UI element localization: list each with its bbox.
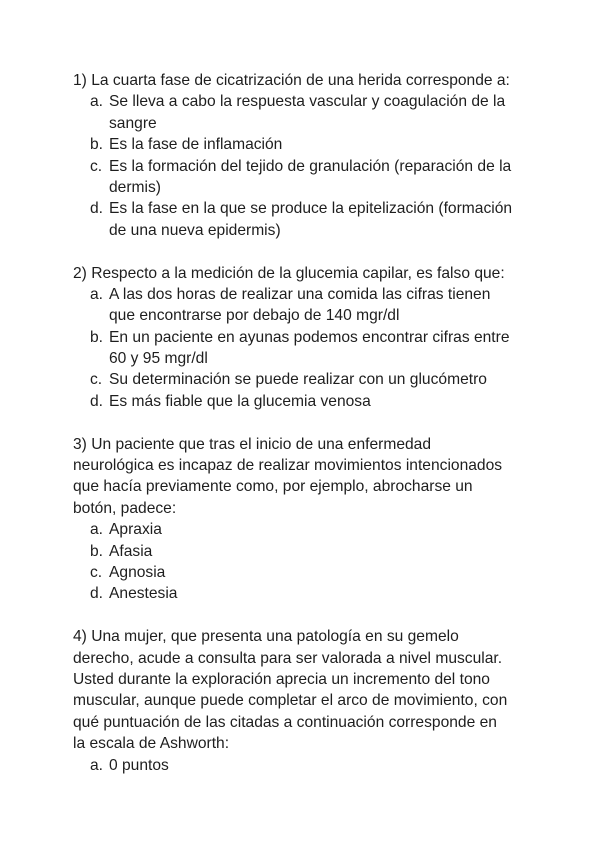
option-c xyxy=(73,369,553,390)
question-stem: neurológica es incapaz de realizar movimientos intencionados xyxy=(73,457,503,475)
option-letter: d. xyxy=(90,585,104,603)
option-b xyxy=(73,541,553,562)
question-stem: Usted durante la exploración aprecia un incremento del tono xyxy=(73,670,490,688)
question-stem: la escala de Ashworth: xyxy=(73,735,230,753)
option-a xyxy=(73,755,553,776)
option-text: Es la formación del tejido de granulación (reparación de la xyxy=(109,157,512,175)
option-text: Es la fase de inflamación xyxy=(109,136,283,154)
option-b xyxy=(73,327,553,370)
option-a xyxy=(73,519,553,540)
option-text: En un paciente en ayunas podemos encontrar cifras entre xyxy=(109,328,510,346)
option-text: Afasia xyxy=(109,542,153,560)
option-text: Agnosia xyxy=(109,563,166,581)
option-letter: a. xyxy=(90,93,104,111)
question-1 xyxy=(73,70,553,241)
option-c xyxy=(73,156,553,199)
question-2 xyxy=(73,263,553,413)
option-text: Se lleva a cabo la respuesta vascular y coagulación de la xyxy=(109,93,506,111)
option-a xyxy=(73,284,553,327)
option-letter: a. xyxy=(90,285,104,303)
option-letter: b. xyxy=(90,542,104,560)
question-stem: qué puntuación de las citadas a continuación corresponde en xyxy=(73,713,497,731)
option-letter: c. xyxy=(90,563,103,581)
option-letter: a. xyxy=(90,756,104,774)
question-stem: botón, padece: xyxy=(73,499,177,517)
option-text: dermis) xyxy=(109,178,161,196)
option-d xyxy=(73,391,553,412)
option-text: 60 y 95 mgr/dl xyxy=(109,350,208,368)
question-4 xyxy=(73,626,553,776)
option-c xyxy=(73,562,553,583)
question-stem: que hacía previamente como, por ejemplo, abrocharse un xyxy=(73,478,473,496)
option-d xyxy=(73,583,553,604)
question-stem: 1) La cuarta fase de cicatrización de una herida corresponde a: xyxy=(73,72,510,89)
option-text: Es la fase en la que se produce la epitelización (formación xyxy=(109,200,513,218)
option-text: sangre xyxy=(109,114,157,132)
option-text: 0 puntos xyxy=(109,756,169,774)
option-letter: c. xyxy=(90,371,103,389)
question-stem: 3) Un paciente que tras el inicio de una enfermedad xyxy=(73,435,432,453)
option-text: Anestesia xyxy=(109,585,178,603)
option-a xyxy=(73,91,553,134)
question-stem: muscular, aunque puede completar el arco de movimiento, con xyxy=(73,692,508,710)
question-stem: 2) Respecto a la medición de la glucemia capilar, es falso que: xyxy=(73,264,505,282)
question-3 xyxy=(73,434,553,605)
option-text: de una nueva epidermis) xyxy=(109,221,281,239)
option-text: Apraxia xyxy=(109,521,162,539)
option-b xyxy=(73,134,553,155)
option-letter: b. xyxy=(90,136,104,154)
option-d xyxy=(73,198,553,241)
option-letter: a. xyxy=(90,521,104,539)
option-letter: b. xyxy=(90,328,104,346)
option-letter: c. xyxy=(90,157,103,175)
option-letter: d. xyxy=(90,392,104,410)
question-stem: 4) Una mujer, que presenta una patología en su gemelo xyxy=(73,628,459,646)
option-text: A las dos horas de realizar una comida las cifras tienen xyxy=(109,285,491,303)
question-stem: derecho, acude a consulta para ser valorada a nivel muscular. xyxy=(73,649,503,667)
option-letter: d. xyxy=(90,200,104,218)
document-page xyxy=(73,70,553,797)
option-text: Es más fiable que la glucemia venosa xyxy=(109,392,371,410)
option-text: que encontrarse por debajo de 140 mgr/dl xyxy=(109,307,400,325)
option-text: Su determinación se puede realizar con un glucómetro xyxy=(109,371,487,389)
